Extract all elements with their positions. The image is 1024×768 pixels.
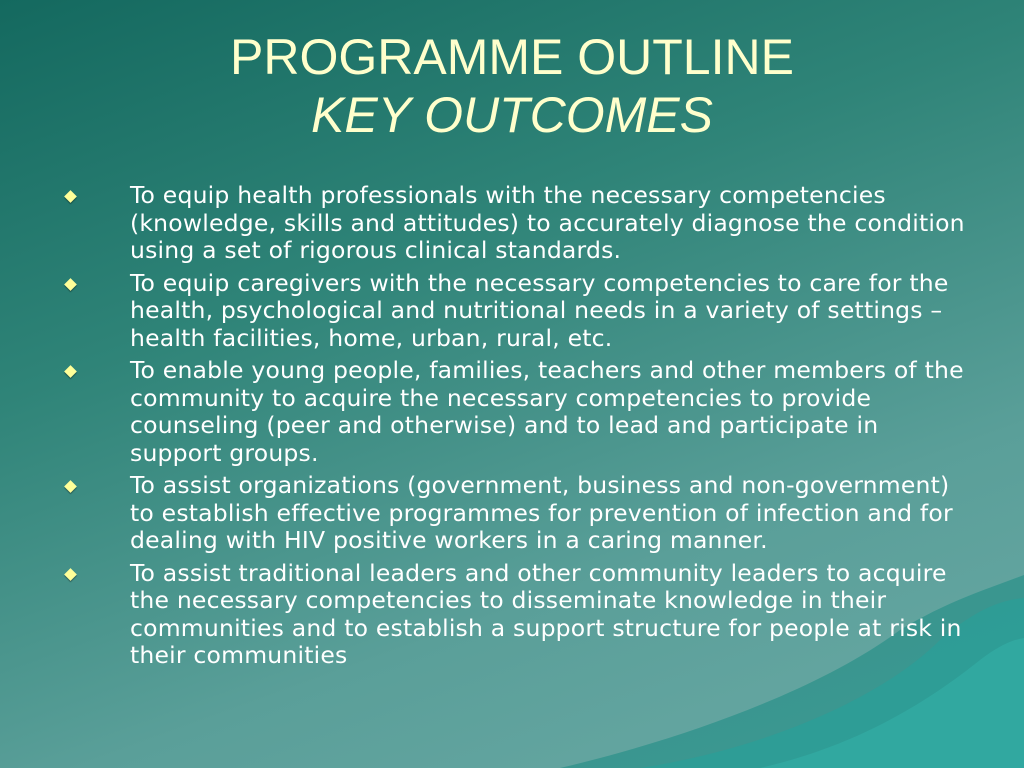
bullet-text-1: To equip health professionals with the necessary competencies (knowledge, skills and attitudes) to accurately diagnose the condition using a set of rigorous clinical standards. — [130, 181, 965, 264]
diamond-bullet-icon — [64, 190, 77, 203]
bullet-text-4: To assist organizations (government, business and non-government) to establish effective programmes for prevention of infection and for dealing with HIV positive workers in a caring manner. — [130, 471, 953, 554]
slide-subtitle: KEY OUTCOMES — [311, 87, 713, 143]
diamond-bullet-icon — [64, 365, 77, 378]
bullet-text-5: To assist traditional leaders and other community leaders to acquire the necessary competencies to disseminate knowledge in their communities and to establish a support structure for people at risk in their communities — [130, 558, 962, 669]
bullet-text-3: To enable young people, families, teachers and other members of the community to acquire the necessary competencies to provide counseling (peer and otherwise) and to lead and participate in support groups. — [130, 356, 964, 467]
bullet-item-5 — [60, 560, 965, 670]
bullet-list — [60, 182, 965, 675]
title-block — [0, 28, 1024, 144]
bullet-item-1 — [60, 182, 965, 265]
slide-title: PROGRAMME OUTLINE — [230, 29, 794, 85]
diamond-bullet-icon — [64, 278, 77, 291]
bullet-text-2: To equip caregivers with the necessary competencies to care for the health, psychological and nutritional needs in a variety of settings – health facilities, home, urban, rural, etc. — [130, 268, 949, 352]
bullet-item-3 — [60, 357, 965, 467]
bullet-item-2 — [60, 270, 965, 353]
diamond-bullet-icon — [64, 568, 77, 581]
bullet-item-4 — [60, 472, 965, 555]
diamond-bullet-icon — [64, 480, 77, 493]
